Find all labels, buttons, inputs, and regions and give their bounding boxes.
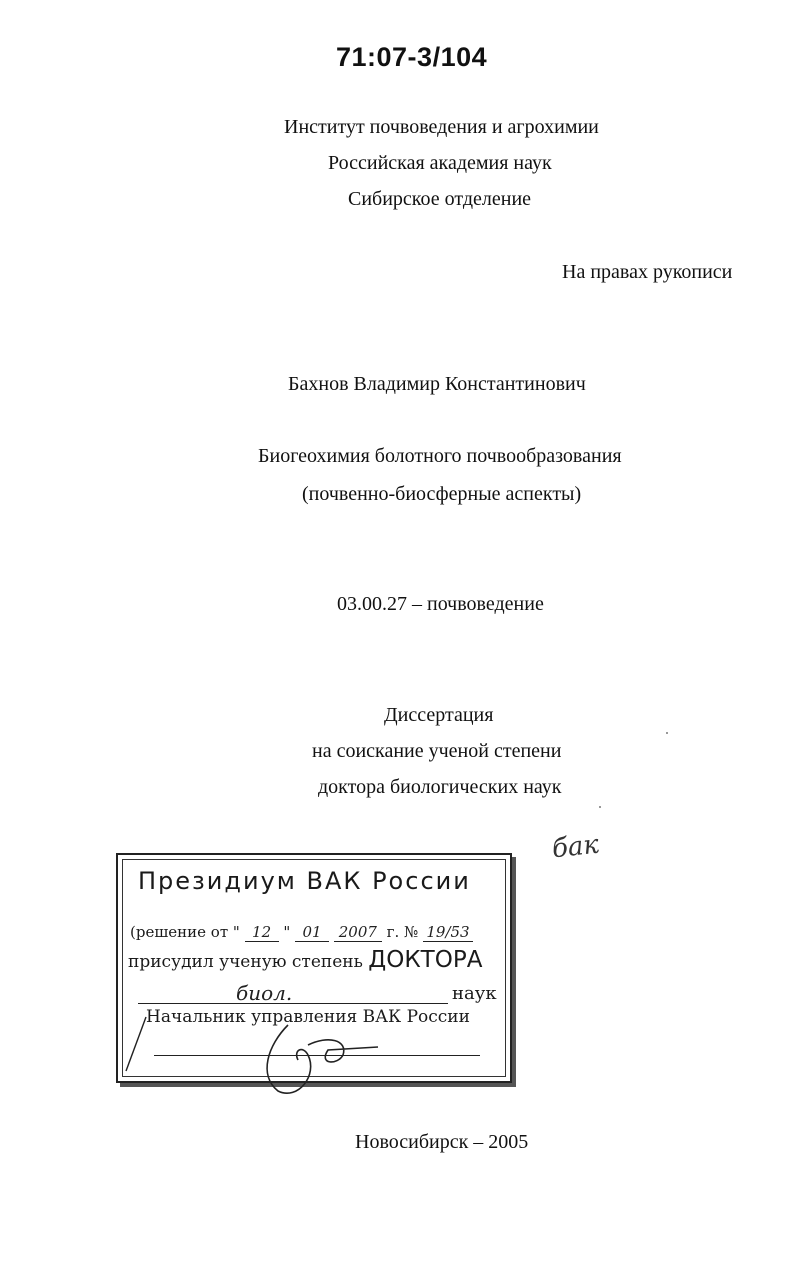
stamp-quote: "	[283, 923, 291, 941]
degree-name: доктора биологических наук	[318, 776, 562, 798]
dissertation-title: Биогеохимия болотного почвообразования	[258, 445, 622, 467]
vak-stamp	[116, 853, 512, 1083]
signature-mark	[248, 1005, 388, 1101]
stamp-awarded-degree: ДОКТОРА	[368, 947, 483, 973]
handwritten-annotation: бак	[550, 829, 601, 865]
stamp-number-label: г. №	[386, 923, 419, 941]
stamp-year: 2007	[334, 923, 382, 942]
branch-name: Сибирское отделение	[348, 188, 532, 210]
academy-name: Российская академия наук	[328, 152, 552, 174]
scan-speck	[599, 806, 601, 808]
stamp-number: 19/53	[423, 923, 473, 942]
stamp-science-handwritten: биол.	[236, 981, 293, 1005]
city-year: Новосибирск – 2005	[355, 1131, 529, 1153]
stamp-corner-mark	[122, 1015, 152, 1075]
specialty-code: 03.00.27 – почвоведение	[337, 593, 544, 615]
stamp-awarded-line	[128, 947, 482, 973]
stamp-decision-line	[130, 923, 473, 942]
dissertation-subtitle: (почвенно-биосферные аспекты)	[302, 483, 582, 505]
institute-name: Институт почвоведения и агрохимии	[284, 116, 599, 138]
author-name: Бахнов Владимир Константинович	[288, 373, 586, 395]
document-code: 71:07-3/104	[336, 42, 488, 72]
stamp-science-underline	[138, 1003, 448, 1004]
stamp-decision-prefix: (решение от "	[130, 923, 240, 941]
stamp-awarded-prefix: присудил ученую степень	[128, 952, 363, 972]
stamp-day: 12	[245, 923, 279, 942]
degree-purpose: на соискание ученой степени	[312, 740, 562, 762]
rights-notice: На правах рукописи	[562, 261, 733, 283]
stamp-science-suffix: наук	[452, 983, 497, 1004]
stamp-title: Президиум ВАК России	[138, 867, 471, 895]
stamp-month: 01	[295, 923, 329, 942]
stamp-chief-title: Начальник управления ВАК России	[146, 1007, 470, 1027]
document-type: Диссертация	[384, 704, 494, 726]
scan-speck	[666, 732, 668, 734]
